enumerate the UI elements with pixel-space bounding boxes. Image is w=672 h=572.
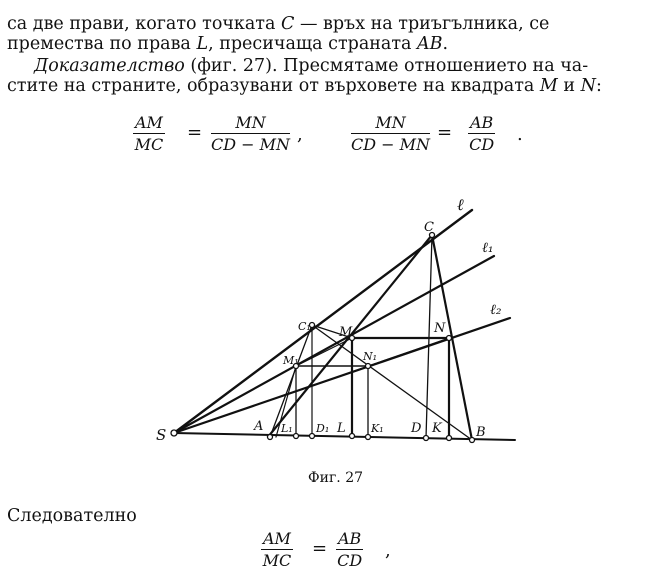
equals-sign: = [187,122,203,143]
label-l: L [337,421,346,436]
point-n [447,336,452,341]
fraction-am-mc: $\frac{AM}{MC}$ [134,113,164,154]
label-l2-line: ℓ₂ [490,302,502,318]
label-n: N [434,321,446,336]
label-m1: M₁ [283,354,299,367]
period: . [517,124,523,145]
point-b [470,438,475,443]
point-k1 [366,435,371,440]
label-s: S [156,426,167,444]
conclusion-comma: , [385,540,391,561]
point-a [268,435,273,440]
label-d: D [411,421,422,436]
text-line-1: са две прави, когато точката C — връх на триъгълника, се [7,14,550,34]
label-k1: K₁ [371,422,384,435]
ray-l1 [174,256,494,433]
label-d1: D₁ [316,422,330,435]
point-d [424,436,429,441]
helper-line-m1-m [296,338,352,366]
equals-sign-2: = [437,122,453,143]
label-n1: N₁ [363,350,378,363]
point-n1 [366,364,371,369]
label-l1-line: ℓ₁ [482,240,494,256]
text-line-4: стите на страните, образувани от върховете на квадрата M и N: [7,76,602,96]
figure-caption: Фиг. 27 [308,470,364,486]
fraction-mn-cd-minus-mn: $\frac{MN}{CD - MN}$ [211,113,291,154]
point-l1-base [294,434,299,439]
label-l-line: ℓ [457,195,464,214]
helper-line-a-c1 [270,325,312,437]
text-line-2: премества по права L, пресичаща страната AB. [7,34,449,54]
conclusion-label: Следователно [7,506,137,526]
label-a: A [254,419,264,434]
point-d1 [310,434,315,439]
fraction-mn-cd-minus-mn-2: $\frac{MN}{CD - MN}$ [351,113,431,154]
conclusion-fraction-am-mc: $\frac{AM}{MC}$ [262,529,292,570]
label-c1: C₁ [298,320,311,333]
text-line-3: Доказателство (фиг. 27). Пресмятаме отношението на ча- [34,56,589,76]
fraction-ab-cd: $\frac{AB}{CD}$ [469,113,495,154]
point-s [171,430,177,436]
helper-line-n1-n [368,338,449,366]
conclusion-fraction-ab-cd: $\frac{AB}{CD}$ [337,529,363,570]
point-k [447,436,452,441]
label-l1: L₁ [281,422,293,435]
label-c: C [424,220,434,235]
point-l [350,434,355,439]
label-b: B [476,425,486,440]
comma: , [297,124,303,145]
label-m: M [339,325,353,340]
conclusion-equals-sign: = [312,538,328,559]
label-k: K [432,421,442,436]
